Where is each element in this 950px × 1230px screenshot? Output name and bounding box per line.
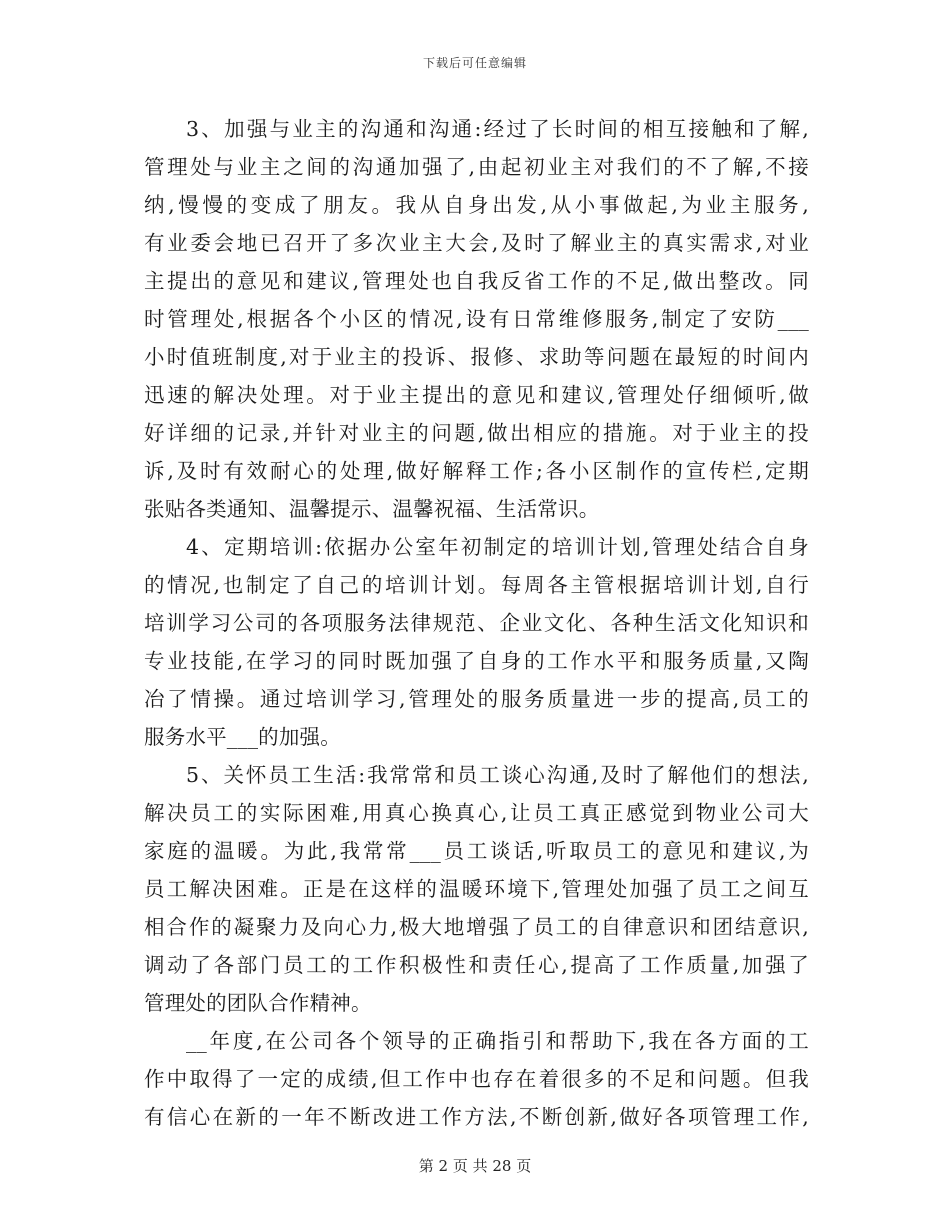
- text-line: 培训学习公司的各项服务法律规范、企业文化、各种生活文化知识和: [144, 611, 809, 635]
- text-line: 3、加强与业主的沟通和沟通:经过了长时间的相互接触和了解,: [186, 117, 809, 141]
- text-line: 张贴各类通知、温馨提示、温馨祝福、生活常识。: [144, 497, 600, 521]
- paragraph-4-training: [144, 528, 809, 756]
- text-line: 5、关怀员工生活:我常常和员工谈心沟通,及时了解他们的想法,: [186, 763, 809, 787]
- text-line: 管理处的团队合作精神。: [144, 991, 372, 1015]
- text-line: 服务水平___的加强。: [144, 725, 341, 749]
- text-line: 解决员工的实际困难,用真心换真心,让员工真正感觉到物业公司大: [144, 801, 809, 825]
- text-line: 4、定期培训:依据办公室年初制定的培训计划,管理处结合自身: [186, 535, 809, 559]
- text-line: 有信心在新的一年不断改进工作方法,不断创新,做好各项管理工作,: [144, 1105, 809, 1129]
- text-line: 的情况,也制定了自己的培训计划。每周各主管根据培训计划,自行: [144, 573, 809, 597]
- text-line: 相合作的凝聚力及向心力,极大地增强了员工的自律意识和团结意识,: [144, 915, 809, 939]
- text-line: 作中取得了一定的成绩,但工作中也存在着很多的不足和问题。但我: [144, 1067, 809, 1091]
- text-line: 冶了情操。通过培训学习,管理处的服务质量进一步的提高,员工的: [144, 687, 809, 711]
- paragraph-5-employee-care: [144, 756, 809, 1022]
- text-line: 家庭的温暖。为此,我常常___员工谈话,听取员工的意见和建议,为: [144, 839, 809, 863]
- text-line: 有业委会地已召开了多次业主大会,及时了解业主的真实需求,对业: [144, 231, 809, 255]
- text-line: __年度,在公司各个领导的正确指引和帮助下,我在各方面的工: [186, 1029, 809, 1053]
- text-line: 主提出的意见和建议,管理处也自我反省工作的不足,做出整改。同: [144, 269, 809, 293]
- text-line: 专业技能,在学习的同时既加强了自身的工作水平和服务质量,又陶: [144, 649, 809, 673]
- document-body: [144, 110, 809, 1136]
- page-header: 下载后可任意编辑: [422, 56, 527, 70]
- page-number-footer: 第 2 页 共 28 页: [418, 1157, 532, 1175]
- text-line: 纳,慢慢的变成了朋友。我从自身出发,从小事做起,为业主服务,: [144, 193, 809, 217]
- text-line: 诉,及时有效耐心的处理,做好解释工作;各小区制作的宣传栏,定期: [144, 459, 809, 483]
- text-line: 管理处与业主之间的沟通加强了,由起初业主对我们的不了解,不接: [144, 155, 809, 179]
- text-line: 迅速的解决处理。对于业主提出的意见和建议,管理处仔细倾听,做: [144, 383, 809, 407]
- text-line: 调动了各部门员工的工作积极性和责任心,提高了工作质量,加强了: [144, 953, 809, 977]
- text-line: 员工解决困难。正是在这样的温暖环境下,管理处加强了员工之间互: [144, 877, 809, 901]
- paragraph-annual-summary: [144, 1022, 809, 1136]
- text-line: 好详细的记录,并针对业主的问题,做出相应的措施。对于业主的投: [144, 421, 809, 445]
- text-line: 小时值班制度,对于业主的投诉、报修、求助等问题在最短的时间内: [144, 345, 809, 369]
- text-line: 时管理处,根据各个小区的情况,设有日常维修服务,制定了安防___: [144, 307, 809, 331]
- paragraph-3-communication: [144, 110, 809, 528]
